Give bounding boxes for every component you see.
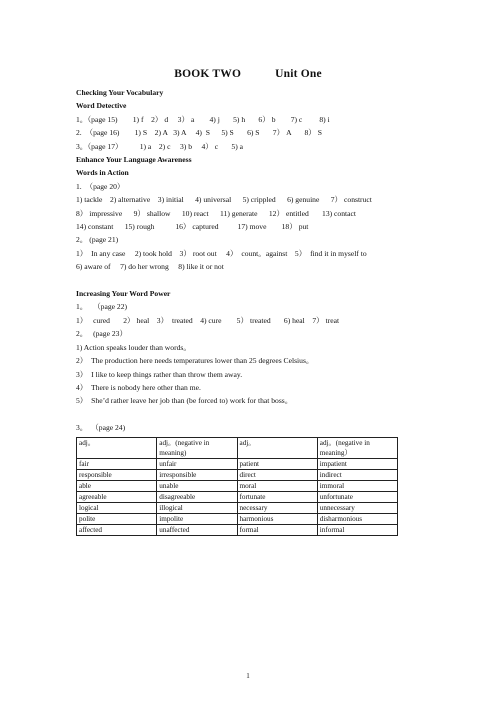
page-number: 1 bbox=[246, 672, 250, 680]
table-cell: moral bbox=[237, 480, 317, 491]
answer-line: 1。（page 15) 1) f 2） d 3） a 4) j 5) h 6） b 7) c 8) i bbox=[76, 114, 330, 124]
table-body bbox=[77, 458, 398, 535]
spacer bbox=[76, 274, 421, 287]
answer-line: 3。 （page 24) bbox=[76, 423, 126, 433]
book-title: BOOK TWO bbox=[174, 68, 242, 80]
table-row bbox=[77, 513, 398, 524]
table-header-cell: adj。(negative in meaning） bbox=[317, 437, 397, 458]
table-cell: direct bbox=[237, 469, 317, 480]
answer-lines bbox=[76, 86, 421, 435]
table-cell: immoral bbox=[317, 480, 397, 491]
table-cell: informal bbox=[317, 524, 397, 535]
table-cell: affected bbox=[77, 524, 157, 535]
answer-line: 1) Action speaks louder than words。 bbox=[76, 342, 191, 352]
section-heading: Enhance Your Language Awareness bbox=[76, 155, 192, 165]
section-heading: Checking Your Vocabulary bbox=[76, 88, 164, 97]
answer-line: 6) aware of 7) do her wrong 8) like it or not bbox=[76, 262, 224, 272]
table-header-cell: adj。 bbox=[77, 437, 157, 458]
table-cell: unable bbox=[157, 480, 237, 491]
table-row bbox=[77, 502, 398, 513]
table-cell: able bbox=[77, 480, 157, 491]
word-formation-table bbox=[76, 437, 398, 536]
answer-key-body bbox=[76, 86, 421, 536]
table-cell: impolite bbox=[157, 513, 237, 524]
table-header-row bbox=[77, 437, 398, 458]
section-heading: Word Detective bbox=[76, 101, 127, 111]
table-cell: unnecessary bbox=[317, 502, 397, 513]
answer-line: 3） I like to keep things rather than throw them away. bbox=[76, 369, 243, 379]
table-cell: irresponsible bbox=[157, 469, 237, 480]
table-cell: formal bbox=[237, 524, 317, 535]
table-cell: necessary bbox=[237, 502, 317, 513]
section-heading: Words in Action bbox=[76, 168, 129, 178]
document-title bbox=[0, 68, 496, 80]
answer-line: 1) tackle 2) alternative 3) initial 4) universal 5) crippled 6) genuine 7） construct bbox=[76, 195, 372, 205]
table-row bbox=[77, 469, 398, 480]
table-cell: harmonious bbox=[237, 513, 317, 524]
answer-line: 8） impressive 9） shallow 10) react 11) generate 12） entitled 13) contact bbox=[76, 208, 356, 218]
answer-line: 2. （page 16) 1) S 2) A 3) A 4) S 5) S 6) S 7） A 8） S bbox=[76, 128, 322, 138]
answer-line: 2。 (page 23） bbox=[76, 329, 128, 339]
answer-line: 14) constant 15) rough 16） captured 17) move 18） put bbox=[76, 222, 309, 232]
table-cell: logical bbox=[77, 502, 157, 513]
table-cell: responsible bbox=[77, 469, 157, 480]
table-header-cell: adj。(negative in meaning) bbox=[157, 437, 237, 458]
table-cell: indirect bbox=[317, 469, 397, 480]
table-cell: fair bbox=[77, 458, 157, 469]
spacer bbox=[76, 408, 421, 421]
answer-line: 2） The production here needs temperatures lower than 25 degrees Celsius。 bbox=[76, 356, 314, 366]
answer-line: 1） In any case 2) took hold 3） root out 4） count。against 5） find it in myself to bbox=[76, 248, 367, 258]
answer-line: 2。 (page 21) bbox=[76, 235, 119, 245]
table-cell: polite bbox=[77, 513, 157, 524]
answer-line: 1。 （page 22) bbox=[76, 302, 128, 312]
table-cell: disharmonious bbox=[317, 513, 397, 524]
table-cell: unaffected bbox=[157, 524, 237, 535]
answer-line: 1） cured 2） heal 3） treated 4) cure 5） treated 6) heal 7） treat bbox=[76, 315, 340, 325]
answer-line: 5） She’d rather leave her job than (be forced to) work for that boss。 bbox=[76, 396, 293, 406]
table-cell: unfortunate bbox=[317, 491, 397, 502]
unit-title: Unit One bbox=[275, 68, 322, 80]
section-heading: Increasing Your Word Power bbox=[76, 289, 171, 299]
table-cell: illogical bbox=[157, 502, 237, 513]
table-cell: agreeable bbox=[77, 491, 157, 502]
table-cell: disagreeable bbox=[157, 491, 237, 502]
table-row bbox=[77, 524, 398, 535]
table-row bbox=[77, 491, 398, 502]
table-row bbox=[77, 480, 398, 491]
table-cell: unfair bbox=[157, 458, 237, 469]
table-cell: impatient bbox=[317, 458, 397, 469]
answer-line: 4） There is nobody here other than me. bbox=[76, 382, 201, 392]
table-cell: fortunate bbox=[237, 491, 317, 502]
answer-line: 1. （page 20） bbox=[76, 181, 125, 191]
table-header-cell: adj。 bbox=[237, 437, 317, 458]
answer-line: 3。（page 17） 1) a 2) c 3) b 4） c 5) a bbox=[76, 141, 244, 151]
table-row bbox=[77, 458, 398, 469]
table-cell: patient bbox=[237, 458, 317, 469]
